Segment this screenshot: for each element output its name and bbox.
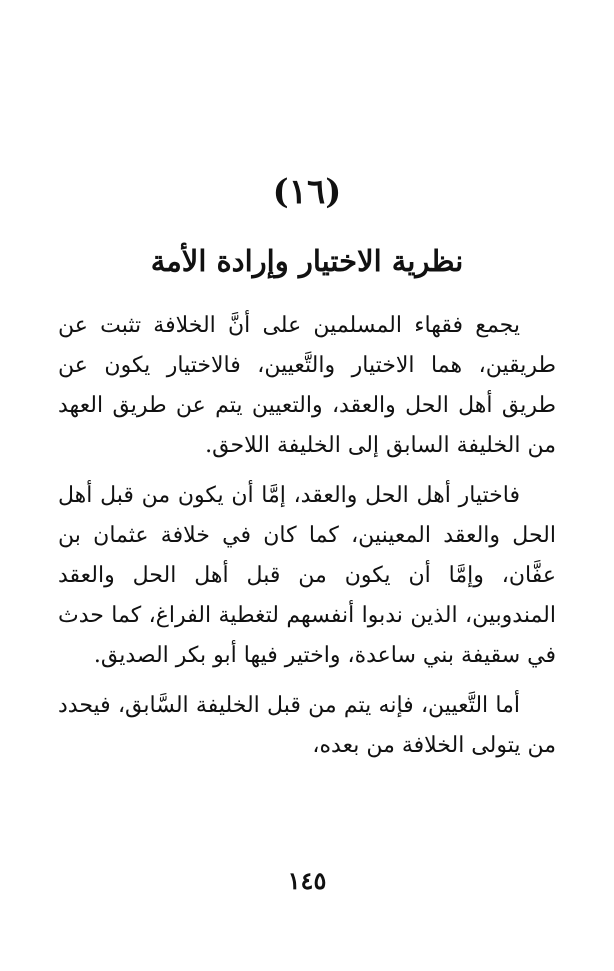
body-text	[58, 306, 556, 766]
page-number: ١٤٥	[287, 866, 327, 895]
paragraph-1: يجمع فقهاء المسلمين على أنَّ الخلافة تثبت عن طريقين، هما الاختيار والتَّعيين، فالاختيار يكون عن طريق أهل الحل والعقد، والتعيين يتم عن طريق العهد من الخليفة السابق إلى الخليفة اللاحق.	[58, 313, 556, 458]
paragraph-2: فاختيار أهل الحل والعقد، إمَّا أن يكون من قبل أهل الحل والعقد المعينين، كما كان في خلافة عثمان بن عفَّان، وإمَّا أن يكون من قبل أهل الحل والعقد المندوبين، الذين ندبوا أنفسهم لتغطية الفراغ، كما حدث في سقيفة بني ساعدة، واختير فيها أبو بكر الصديق.	[58, 483, 556, 668]
chapter-title: نظرية الاختيار وإرادة الأمة	[150, 244, 464, 278]
chapter-number: (١٦)	[272, 172, 342, 212]
paragraph-3: أما التَّعيين، فإنه يتم من قبل الخليفة السَّابق، فيحدد من يتولى الخلافة من بعده،	[58, 693, 556, 758]
